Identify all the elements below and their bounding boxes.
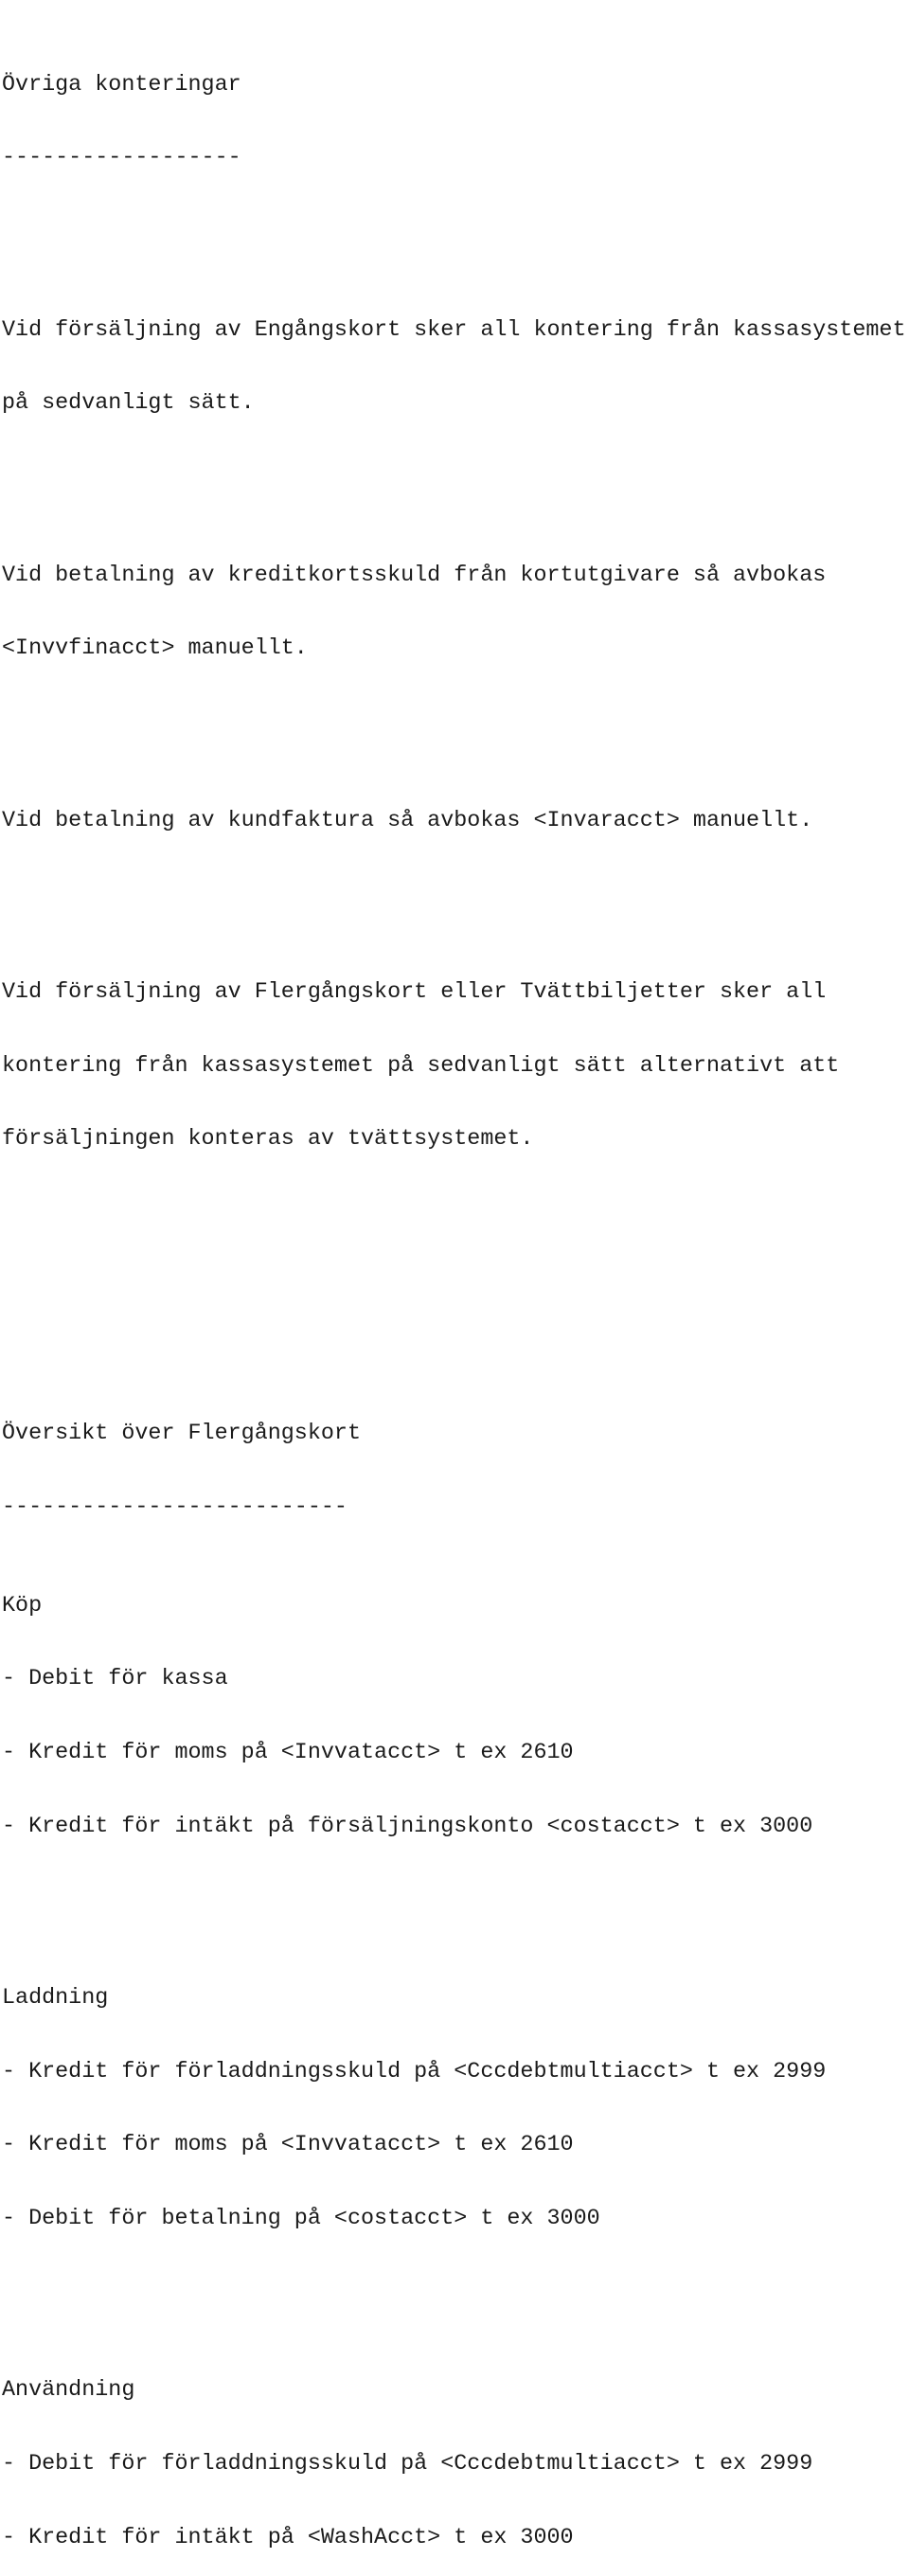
section-gap: [2, 1226, 907, 1325]
heading-underline: ------------------: [2, 146, 241, 171]
blank-line: [2, 883, 907, 907]
paragraph-line: Vid försäljning av Flergångskort eller Tvättbiljetter sker all: [2, 980, 827, 1006]
blank-line: [2, 2281, 907, 2306]
list-item: - Debit för förladdningsskuld på <Cccdebtmultiacct> t ex 2999: [2, 2452, 813, 2478]
paragraph-line: <Invvfinacct> manuellt.: [2, 636, 308, 662]
document-body: [2, 0, 907, 2576]
list-item: - Kredit för moms på <Invvatacct> t ex 2610: [2, 1741, 574, 1766]
paragraph-line: Vid betalning av kundfaktura så avbokas <Invaracct> manuellt.: [2, 808, 813, 833]
section-heading-oversikt-flergangskort: Översikt över Flergångskort: [2, 1422, 361, 1447]
group-title-kop: Köp: [2, 1593, 43, 1619]
blank-line: [2, 221, 907, 245]
paragraph-line: Vid betalning av kreditkortsskuld från kortutgivare så avbokas: [2, 563, 827, 588]
section-heading-ovriga-konteringar: Övriga konteringar: [2, 72, 241, 98]
blank-line: [2, 466, 907, 491]
paragraph-line: på sedvanligt sätt.: [2, 391, 255, 417]
paragraph-line: kontering från kassasystemet på sedvanligt sätt alternativt att: [2, 1053, 840, 1079]
group-title-anvandning: Användning: [2, 2378, 135, 2404]
list-item: - Kredit för intäkt på försäljningskonto <costacct> t ex 3000: [2, 1814, 813, 1839]
heading-underline: --------------------------: [2, 1495, 348, 1521]
list-item: - Kredit för intäkt på <WashAcct> t ex 3000: [2, 2525, 574, 2550]
group-title-laddning: Laddning: [2, 1986, 109, 2012]
blank-line: [2, 711, 907, 736]
list-item: - Debit för betalning på <costacct> t ex 3000: [2, 2207, 600, 2232]
paragraph-line: försäljningen konteras av tvättsystemet.: [2, 1127, 534, 1153]
list-item: - Kredit för moms på <Invvatacct> t ex 2610: [2, 2133, 574, 2158]
blank-line: [2, 1888, 907, 1913]
list-item: - Debit för kassa: [2, 1667, 228, 1692]
list-item: - Kredit för förladdningsskuld på <Cccdebtmultiacct> t ex 2999: [2, 2059, 827, 2084]
paragraph-line: Vid försäljning av Engångskort sker all kontering från kassasystemet: [2, 317, 906, 343]
